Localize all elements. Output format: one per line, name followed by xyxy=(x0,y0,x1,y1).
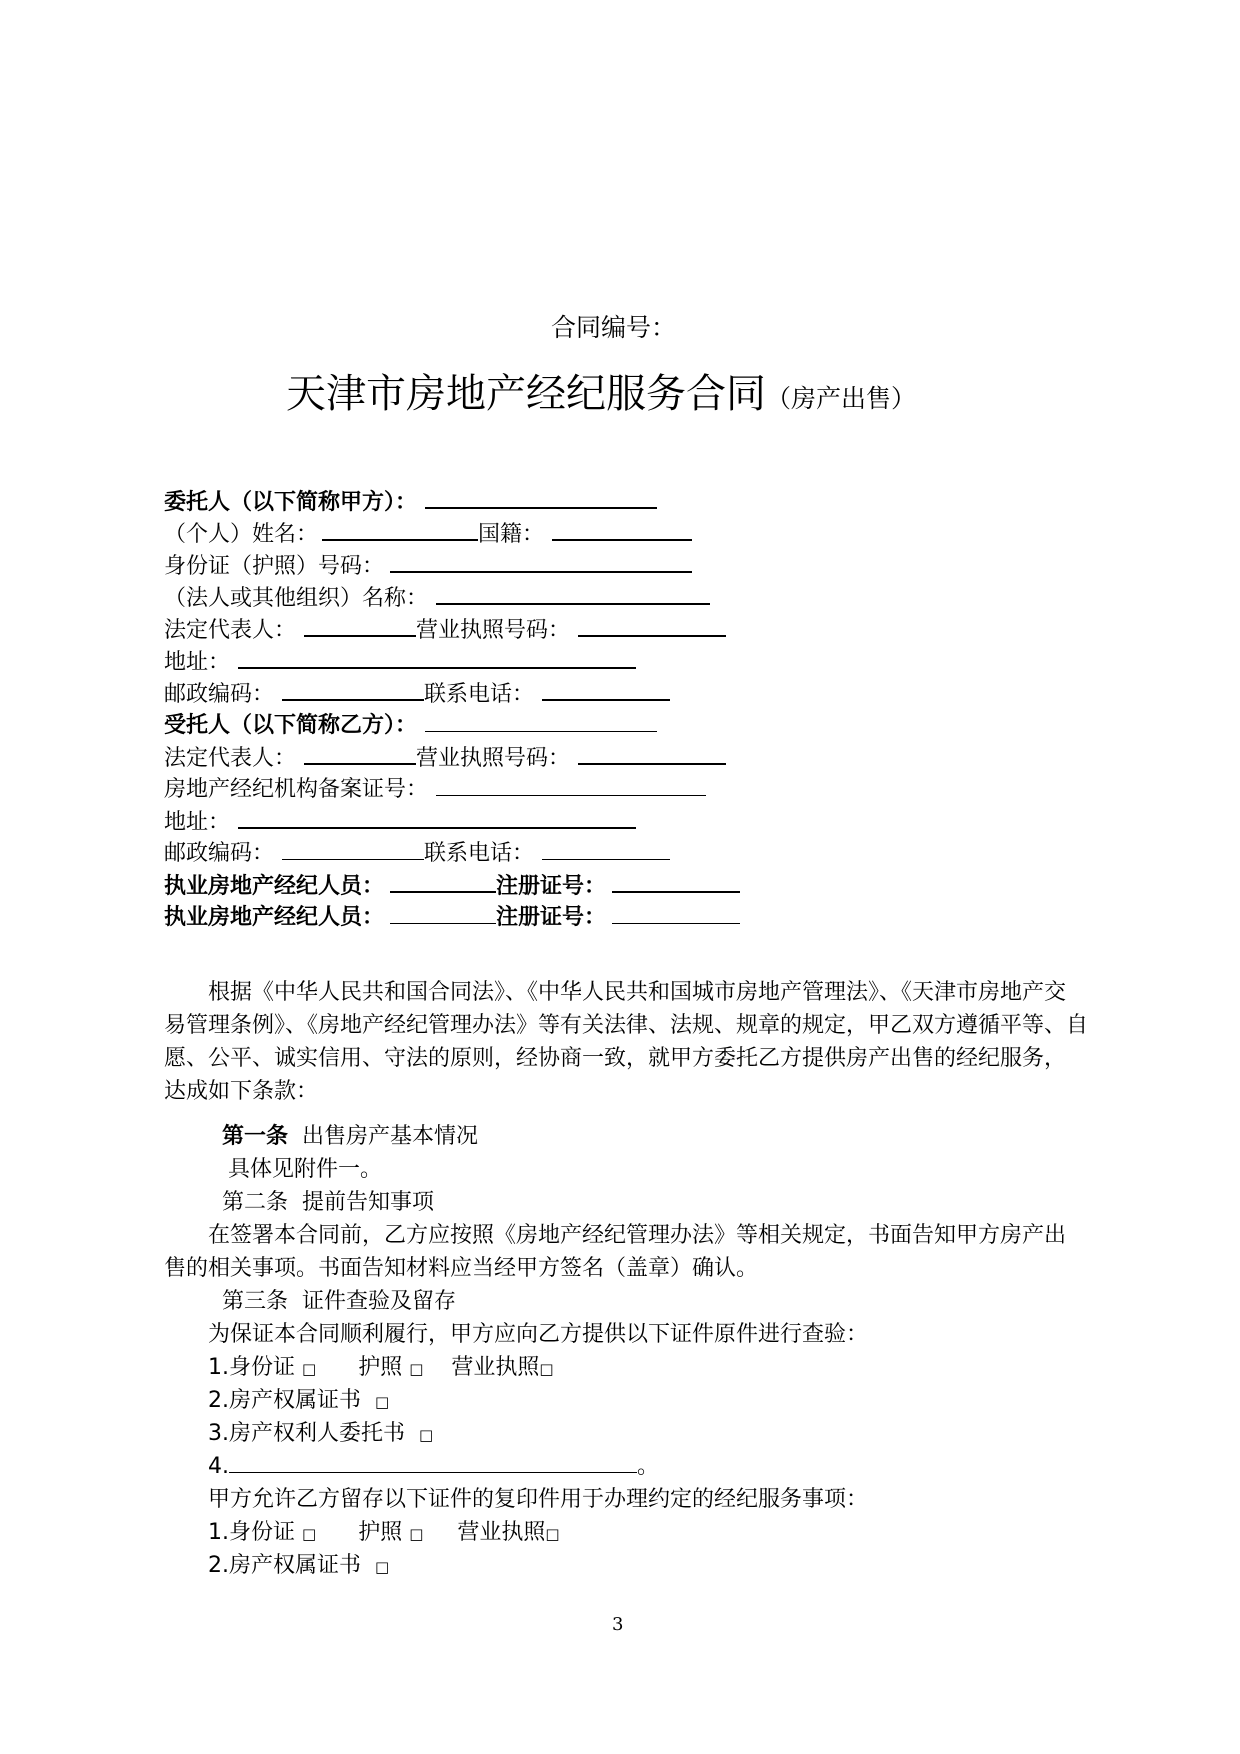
check-1-license-checkbox[interactable]: □ xyxy=(539,1360,554,1378)
agency-record-row xyxy=(164,775,706,803)
check-row-2 xyxy=(208,1384,389,1419)
legal-rep-a-row xyxy=(164,615,726,643)
keep-2-checkbox[interactable]: □ xyxy=(375,1558,390,1576)
check-row-4 xyxy=(208,1450,659,1483)
keep-1-passport-label: 护照 xyxy=(358,1520,403,1545)
individual-row xyxy=(164,519,692,547)
article-2-line-1: 在签署本合同前，乙方应按照《房地产经纪管理办法》等相关规定，书面告知甲方房产出 xyxy=(208,1223,1067,1248)
check-1-id-label: 1.身份证 xyxy=(208,1355,295,1380)
check-4-label: 4. xyxy=(208,1454,229,1479)
keep-1-id-checkbox[interactable]: □ xyxy=(302,1525,317,1543)
check-3-label: 3.房产权利人委托书 xyxy=(208,1421,405,1446)
keep-2-label: 2.房产权属证书 xyxy=(208,1553,361,1578)
phone-a-input[interactable] xyxy=(542,679,670,701)
license-no-b-input[interactable] xyxy=(578,743,726,765)
article-3-number: 第三条 xyxy=(222,1289,289,1314)
broker-1-input[interactable] xyxy=(390,871,496,893)
preamble-line-2: 易管理条例》、《房地产经纪管理办法》等有关法律、法规、规章的规定，甲乙双方遵循平等、自 xyxy=(164,1013,1089,1038)
nationality-label: 国籍： xyxy=(478,522,545,547)
article-2-title: 提前告知事项 xyxy=(302,1190,435,1215)
article-1-heading xyxy=(222,1120,478,1153)
reg-no-1-input[interactable] xyxy=(612,871,740,893)
reg-no-2-input[interactable] xyxy=(612,903,740,924)
article-1-body: 具体见附件一。 xyxy=(228,1157,383,1182)
check-1-id-checkbox[interactable]: □ xyxy=(302,1360,317,1378)
postcode-b-row xyxy=(164,839,670,867)
article-1-title: 出售房产基本情况 xyxy=(302,1124,479,1149)
individual-name-input[interactable] xyxy=(322,519,478,541)
client-label: 委托人（以下简称甲方）： xyxy=(164,490,418,515)
article-3-intro: 为保证本合同顺利履行，甲方应向乙方提供以下证件原件进行查验： xyxy=(208,1322,869,1347)
page-number: 3 xyxy=(612,1614,624,1635)
agent-row xyxy=(164,711,657,739)
postcode-a-input[interactable] xyxy=(282,679,424,701)
id-number-input[interactable] xyxy=(390,551,692,573)
keep-1-passport-checkbox[interactable]: □ xyxy=(409,1525,424,1543)
agency-record-input[interactable] xyxy=(436,775,706,796)
address-a-row xyxy=(164,647,636,675)
agency-record-label: 房地产经纪机构备案证号： xyxy=(164,777,429,802)
address-b-label: 地址： xyxy=(164,810,231,835)
legal-rep-a-label: 法定代表人： xyxy=(164,618,297,643)
legal-rep-b-row xyxy=(164,743,726,771)
article-3-heading xyxy=(222,1285,456,1318)
postcode-b-label: 邮政编码： xyxy=(164,841,275,866)
id-number-label: 身份证（护照）号码： xyxy=(164,554,385,579)
legal-rep-a-input[interactable] xyxy=(304,615,416,637)
org-row xyxy=(164,583,710,611)
broker-1-label: 执业房地产经纪人员： xyxy=(164,874,385,899)
check-row-3 xyxy=(208,1417,433,1452)
check-3-checkbox[interactable]: □ xyxy=(419,1426,434,1444)
keep-1-id-label: 1.身份证 xyxy=(208,1520,295,1545)
article-2-line-2: 售的相关事项。书面告知材料应当经甲方签名（盖章）确认。 xyxy=(164,1256,759,1281)
id-row xyxy=(164,551,692,579)
license-no-a-label: 营业执照号码： xyxy=(416,618,571,643)
phone-a-label: 联系电话： xyxy=(424,682,535,707)
check-row-1 xyxy=(208,1351,554,1386)
preamble-line-1: 根据《中华人民共和国合同法》、《中华人民共和国城市房地产管理法》、《天津市房地产交 xyxy=(208,980,1067,1005)
broker-2-label: 执业房地产经纪人员： xyxy=(164,905,385,930)
broker-2-row xyxy=(164,903,740,931)
phone-b-label: 联系电话： xyxy=(424,841,535,866)
postcode-a-label: 邮政编码： xyxy=(164,682,275,707)
broker-1-row xyxy=(164,871,740,899)
legal-rep-b-label: 法定代表人： xyxy=(164,746,297,771)
individual-name-label: （个人）姓名： xyxy=(164,522,319,547)
keep-row-2 xyxy=(208,1549,389,1584)
check-2-label: 2.房产权属证书 xyxy=(208,1388,361,1413)
license-no-b-label: 营业执照号码： xyxy=(416,746,571,771)
check-1-passport-label: 护照 xyxy=(358,1355,403,1380)
article-1-number: 第一条 xyxy=(222,1124,289,1149)
postcode-a-row xyxy=(164,679,670,707)
client-row xyxy=(164,487,657,515)
org-name-input[interactable] xyxy=(436,583,710,605)
article-3-title: 证件查验及留存 xyxy=(302,1289,457,1314)
check-4-input[interactable] xyxy=(229,1452,637,1473)
reg-no-2-label: 注册证号： xyxy=(496,905,607,930)
license-no-a-input[interactable] xyxy=(578,615,726,637)
check-4-end: 。 xyxy=(637,1454,660,1479)
contract-number-label: 合同编号： xyxy=(551,313,677,342)
check-1-passport-checkbox[interactable]: □ xyxy=(409,1360,424,1378)
title-main: 天津市房地产经纪服务合同 xyxy=(286,371,766,417)
nationality-input[interactable] xyxy=(552,519,692,541)
broker-2-input[interactable] xyxy=(390,903,496,924)
address-b-row xyxy=(164,807,636,835)
keep-1-license-checkbox[interactable]: □ xyxy=(545,1525,560,1543)
keep-row-1 xyxy=(208,1516,560,1551)
phone-b-input[interactable] xyxy=(542,839,670,860)
check-1-license-label: 营业执照 xyxy=(451,1355,540,1380)
postcode-b-input[interactable] xyxy=(282,839,424,860)
check-2-checkbox[interactable]: □ xyxy=(375,1393,390,1411)
org-name-label: （法人或其他组织）名称： xyxy=(164,586,429,611)
address-b-input[interactable] xyxy=(238,807,636,829)
keep-intro: 甲方允许乙方留存以下证件的复印件用于办理约定的经纪服务事项： xyxy=(208,1487,869,1512)
page-title xyxy=(286,362,916,419)
legal-rep-b-input[interactable] xyxy=(304,743,416,765)
preamble-line-4: 达成如下条款： xyxy=(164,1079,319,1104)
article-2-heading xyxy=(222,1186,434,1219)
address-a-input[interactable] xyxy=(238,647,636,669)
client-input[interactable] xyxy=(425,487,657,509)
agent-input[interactable] xyxy=(425,711,657,732)
agent-label: 受托人（以下简称乙方）： xyxy=(164,713,418,738)
preamble-line-3: 愿、公平、诚实信用、守法的原则，经协商一致，就甲方委托乙方提供房产出售的经纪服务， xyxy=(164,1046,1067,1071)
keep-1-license-label: 营业执照 xyxy=(457,1520,546,1545)
reg-no-1-label: 注册证号： xyxy=(496,874,607,899)
article-2-number: 第二条 xyxy=(222,1190,289,1215)
title-subtitle: （房产出售） xyxy=(766,384,917,413)
address-a-label: 地址： xyxy=(164,650,231,675)
